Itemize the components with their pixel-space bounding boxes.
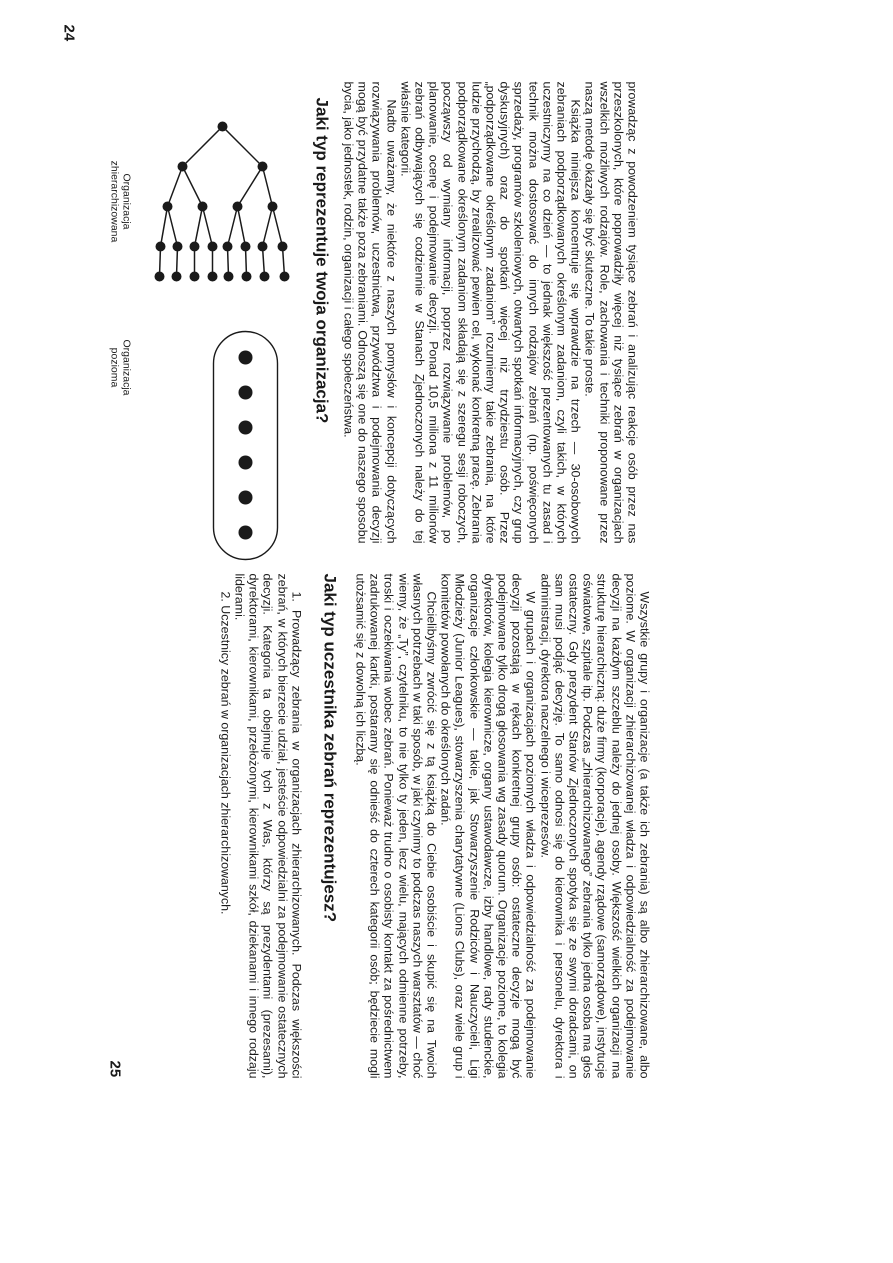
node-dot (190, 272, 200, 282)
page-number: 24 (60, 24, 78, 42)
node-dot (178, 162, 188, 172)
paragraph: prowadząc z powodzeniem tysiące zebrań i analizując reakcje osób przez nas przeszkolonych, które poprowadziły więcej niż tysiące zebrań w organizacjach wszelkich możliwych rodzajów. Role, zachowania i techniki proponowane przez naszą metodę okazały się być skuteczne. To takie proste. (582, 81, 640, 544)
left-text-column (341, 82, 639, 544)
paragraph: 1. Prowadzący zebrania w organizacjach zhierarchizowanych. Podczas większości zebrań, w których bierzecie udział, jesteście odpowiedzialni za podejmowanie ostatecznych decyzji. Kategoria ta obejmuje tych z Was, którzy są prezydentami (prezesami), dyrektorami, kierownikami, przełożonymi, kierownikami szkół, dziekanami i innego rodzaju liderami. (232, 573, 304, 1079)
member-dot (239, 421, 253, 435)
right-text-column (218, 574, 651, 1079)
node-dot (208, 242, 218, 252)
node-dot (198, 202, 208, 212)
node-dot (208, 272, 218, 282)
horizontal-caption: Organizacja pozioma (108, 339, 133, 396)
node-dot (218, 122, 228, 132)
node-dot (233, 202, 243, 212)
node-dot (224, 272, 234, 282)
section-heading: Jaki typ reprezentuje twoja organizacja? (312, 97, 332, 424)
paragraph: Nadto uważamy, że niektóre z naszych pomysłów i koncepcji dotyczących rozwiązywania problemów, uczestnictwa, przywództwa i podejmowania decyzji mogą być przydatne także poza zebraniami. Odnoszą się one do naszego sposobu bycia, jako jednostek, rodzin, organizacji i całego społeczeństwa. (341, 81, 399, 544)
paragraph: 2. Uczestnicy zebrań w organizacjach zhierarchizowanych. (218, 591, 233, 915)
paragraph: Wszystkie grupy i organizacje (a także ich zebrania) są albo zhierarchizowane, albo poziome. W organizacji zhierarchizowanej władza i odpowiedzialność za podejmowanie decyzji na każdym szczeblu należy do jednej osoby. Większość wielkich organizacji ma strukturę hierarchiczną: duże firmy (korporacje), agendy rządowe (samorządowe), instytucje oświatowe, szpitale itp. Podczas „zhierarchizowanego” zebrania tylko jedna osoba ma głos ostateczny. Gdy prezydent Stanów Zjednoczonych spotyka się ze swymi doradcami, on sam musi podjąć decyzję. To samo odnosi się do kierownika i personelu, dyrektora i administracji, dyrektora naczelnego i wiceprezesów. (538, 573, 652, 1079)
horizontal-organization-diagram (212, 330, 280, 562)
node-dot (258, 242, 268, 252)
node-dot (242, 272, 252, 282)
node-dot (268, 202, 278, 212)
member-dot (239, 456, 253, 470)
node-dot (155, 272, 165, 282)
node-dot (223, 242, 233, 252)
node-dot (260, 272, 270, 282)
member-dot (239, 526, 253, 540)
hierarchical-organization-diagram (153, 117, 293, 287)
paragraph: Książka niniejsza koncentruje się wprawdzie na trzech — 30-osobowych zebraniach podporządkowanych określonym zadaniom, czyli takich, w których uczestniczymy na co dzień — to jednak większość prezentowanych tu zasad i technik można dostosować do innych rodzajów zebrań (np. poświęconych sprzedaży, programów szkoleniowych, otwartych spotkań informacyjnych, czy grup dyskusyjnych) oraz do spotkań więcej niż trzydziestu osób. Przez „podporządkowane określonym zadaniom” rozumiemy takie zebrania, na które ludzie przychodzą, by zrealizować pewien cel, wykonać konkretną pracę. Zebrania podporządkowane określonym zadaniom składają się z szeregu sesji roboczych, począwszy od wymiany informacji, poprzez rozwiązywanie problemów, po planowanie, ocenę i podejmowanie decyzji. Ponad 10,5 miliona z 11 milionów zebrań odbywających się codziennie w Stanach Zjednoczonych należy do tej właśnie kategorii. (398, 81, 583, 544)
node-dot (163, 202, 173, 212)
node-dot (156, 242, 166, 252)
member-dot (239, 386, 253, 400)
right-page (102, 573, 652, 1263)
section-heading: Jaki typ uczestnika zebrań reprezentujesz? (320, 573, 340, 923)
hierarchical-caption: Organizacja zhierarchizowana (108, 160, 133, 243)
node-dot (258, 162, 268, 172)
member-dot (239, 491, 253, 505)
node-dot (172, 272, 182, 282)
paragraph: W grupach i organizacjach poziomych władza i odpowiedzialność za podejmowanie decyzji pozostają w rękach konkretnej grupy osób: ostateczne decyzje mogą być podejmowane tylko drogą głosowania wg zasady quorum. Organizacje poziome, to kolegia dyrektorów, kolegia kierownicze, organy ustawodawcze, izby handlowe, rady studenckie, organizacje członkowskie — takie, jak Stowarzyszenie Rodziców i Nauczycieli, Ligi Młodzieży (Junior Leagues), stowarzyszenia charytatywne (Lions Clubs), oraz wiele grup i komitetów powołanych do określonych zadań. (438, 573, 538, 1079)
member-dot (239, 351, 253, 365)
node-dot (280, 272, 290, 282)
paragraph: Chcielibyśmy zwrócić się z tą książką do Ciebie osobiście i skupić się na Twoich własnych potrzebach w taki sposób, w jaki czynimy to podczas naszych warsztatów — choć wiemy, że „Ty”, czytelniku, to nie tylko ty jeden, lecz wielu, mających odmienne potrzeby, troski i oczekiwania wobec zebrań. Ponieważ trudno o osobisty kontakt za pośrednictwem zadrukowanej kartki, postaramy się odnieść do czterech kategorii osób; będziecie mogli utożsamić się z dowolną ich liczbą. (353, 573, 439, 1079)
node-dot (173, 242, 183, 252)
node-dot (190, 242, 200, 252)
page-number: 25 (106, 1060, 124, 1078)
node-dot (241, 242, 251, 252)
node-dot (278, 242, 288, 252)
